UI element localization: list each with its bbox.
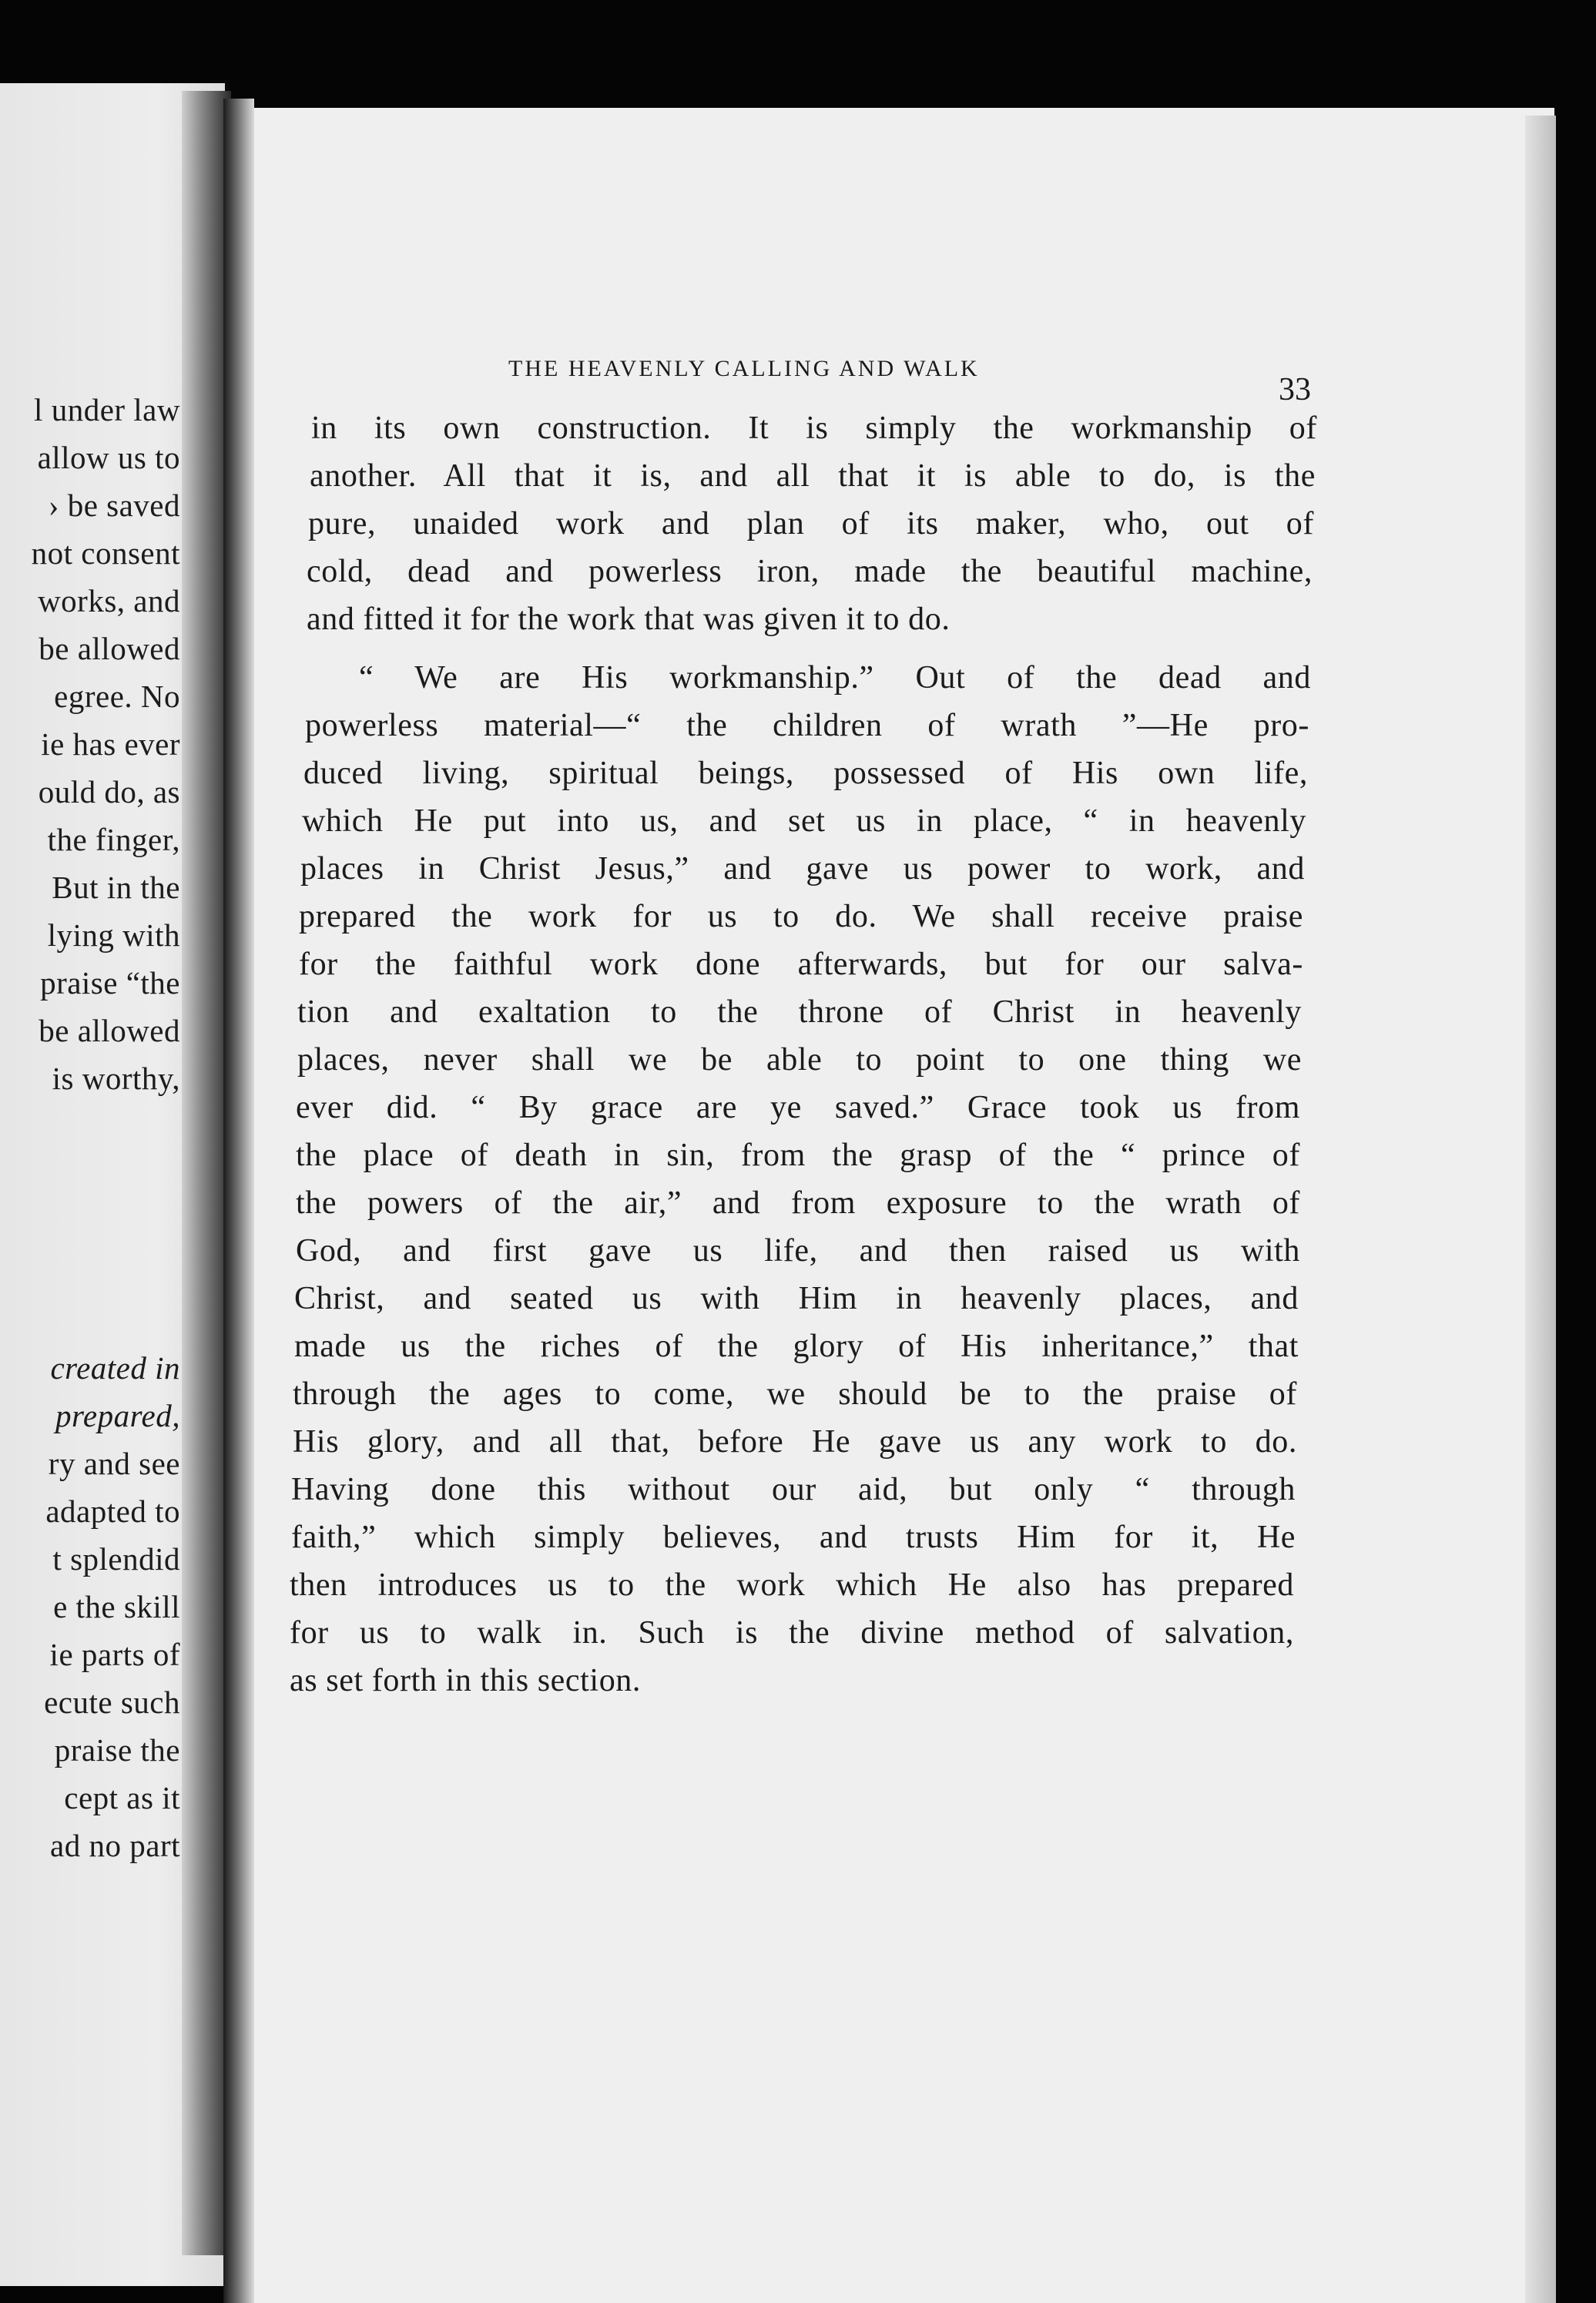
left-page-line: ry and see xyxy=(48,1446,180,1481)
left-page-line: egree. No xyxy=(54,679,180,714)
left-page-line: cept as it xyxy=(64,1780,180,1815)
left-page-line: is worthy, xyxy=(52,1061,180,1096)
left-page-line: ad no part xyxy=(50,1828,180,1863)
body-line: through the ages to come, we should be to the praise of xyxy=(293,1376,1297,1412)
body-line: “ We are His workmanship.” Out of the dead and xyxy=(359,660,1311,696)
body-line: powerless material—“ the children of wrath ”—He pro- xyxy=(305,708,1309,743)
body-line: pure, unaided work and plan of its maker, who, out of xyxy=(308,506,1314,541)
right-page-edge xyxy=(1525,116,1556,2303)
body-line: prepared the work for us to do. We shall receive praise xyxy=(299,899,1303,934)
body-line: as set forth in this section. xyxy=(290,1663,642,1698)
left-page-line: t splendid xyxy=(52,1541,180,1577)
left-page-line: be allowed xyxy=(39,1013,180,1048)
body-line: Christ, and seated us with Him in heavenly places, and xyxy=(294,1281,1299,1316)
left-page-line: be allowed xyxy=(39,631,180,666)
running-head: THE HEAVENLY CALLING AND WALK xyxy=(508,356,980,381)
left-page-line: works, and xyxy=(38,583,180,618)
left-page-line: the finger, xyxy=(47,822,180,857)
left-page-line: praise “the xyxy=(40,965,180,1001)
left-page-line: › be saved xyxy=(48,488,180,523)
body-line: which He put into us, and set us in place, “ in heavenly xyxy=(302,803,1306,839)
page-number: 33 xyxy=(1279,372,1311,407)
body-line: for the faithful work done afterwards, but for our salva- xyxy=(299,947,1303,982)
left-page-line: ould do, as xyxy=(38,774,180,810)
body-line: God, and first gave us life, and then raised us with xyxy=(296,1233,1300,1269)
body-line: in its own construction. It is simply the workmanship of xyxy=(311,411,1317,446)
left-page-line: lying with xyxy=(47,917,180,953)
left-page-line: l under law xyxy=(34,392,180,427)
left-page-line: e the skill xyxy=(53,1589,180,1624)
body-line: the place of death in sin, from the grasp of the “ prince of xyxy=(296,1138,1300,1173)
left-page-line: prepared, xyxy=(55,1398,180,1433)
body-line: faith,” which simply believes, and trusts Him for it, He xyxy=(291,1520,1296,1555)
body-line: ever did. “ By grace are ye saved.” Grace took us from xyxy=(296,1090,1300,1125)
body-line: Having done this without our aid, but only “ through xyxy=(291,1472,1296,1507)
body-line: cold, dead and powerless iron, made the beautiful machine, xyxy=(307,554,1313,589)
left-page-line: ie parts of xyxy=(49,1637,180,1672)
left-page-line: ie has ever xyxy=(41,726,180,762)
left-page-line: allow us to xyxy=(37,440,180,475)
body-line: places, never shall we be able to point to one thing we xyxy=(297,1042,1302,1078)
body-line: made us the riches of the glory of His inheritance,” that xyxy=(294,1329,1299,1364)
body-line: then introduces us to the work which He also has prepared xyxy=(290,1567,1294,1603)
left-page-line: adapted to xyxy=(45,1493,180,1529)
left-page-line: created in xyxy=(50,1350,180,1386)
left-page-line: not consent xyxy=(31,535,180,571)
left-page-line: But in the xyxy=(52,870,180,905)
left-page-line: ecute such xyxy=(44,1685,180,1720)
left-page-line: praise the xyxy=(54,1732,180,1768)
body-line: places in Christ Jesus,” and gave us power to work, and xyxy=(300,851,1305,887)
body-line: His glory, and all that, before He gave us any work to do. xyxy=(293,1424,1297,1460)
body-line: the powers of the air,” and from exposure to the wrath of xyxy=(296,1185,1300,1221)
body-line: duced living, spiritual beings, possessed of His own life, xyxy=(303,756,1308,791)
body-line: and fitted it for the work that was given it to do. xyxy=(307,602,951,637)
right-page-gutter-shadow xyxy=(223,99,254,2303)
body-line: for us to walk in. Such is the divine method of salvation, xyxy=(290,1615,1294,1651)
body-line: tion and exaltation to the throne of Christ in heavenly xyxy=(297,994,1302,1030)
body-line: another. All that it is, and all that it is able to do, is the xyxy=(310,458,1316,494)
